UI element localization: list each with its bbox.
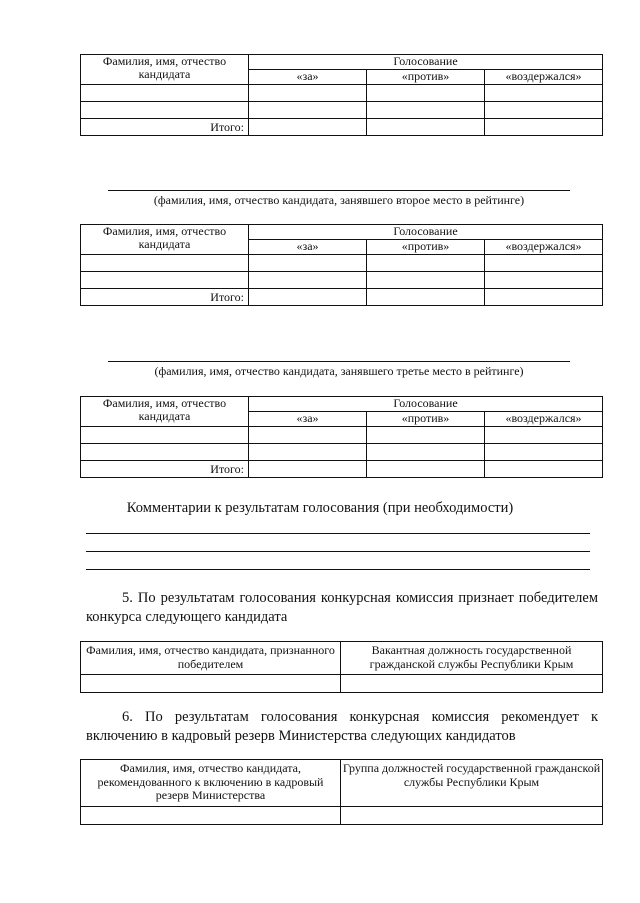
- table-cell[interactable]: [249, 444, 367, 461]
- table-row: [81, 444, 603, 461]
- candidate-name-header: Фамилия, имя, отчество кандидата: [81, 225, 249, 255]
- table-row: [81, 427, 603, 444]
- voting-table-1: [80, 54, 603, 136]
- table-cell[interactable]: [367, 85, 485, 102]
- table-cell[interactable]: [81, 85, 249, 102]
- voting-table-2: [80, 224, 603, 306]
- vote-abstain-header: «воздержался»: [485, 70, 603, 85]
- winner-name-header: Фамилия, имя, отчество кандидата, признанного победителем: [81, 642, 341, 675]
- table-cell[interactable]: [249, 427, 367, 444]
- table-cell[interactable]: [367, 427, 485, 444]
- table-cell[interactable]: [249, 255, 367, 272]
- table-cell[interactable]: [367, 444, 485, 461]
- table-row: [81, 102, 603, 119]
- table-cell[interactable]: [249, 289, 367, 306]
- reserve-candidate-header: Фамилия, имя, отчество кандидата, рекомендованного к включению в кадровый резерв Министерства: [81, 760, 341, 807]
- table-cell[interactable]: [485, 102, 603, 119]
- table-cell[interactable]: [367, 289, 485, 306]
- table-cell[interactable]: [367, 272, 485, 289]
- signature-line-second: [108, 190, 570, 191]
- table-cell[interactable]: [81, 444, 249, 461]
- table-row: [81, 85, 603, 102]
- signature-line-third: [108, 361, 570, 362]
- table-row: [81, 272, 603, 289]
- winner-table: [80, 641, 603, 693]
- total-row: [81, 119, 603, 136]
- table-cell[interactable]: [367, 255, 485, 272]
- table-cell[interactable]: [341, 807, 603, 825]
- vote-against-header: «против»: [367, 240, 485, 255]
- table-cell[interactable]: [485, 444, 603, 461]
- total-label: Итого:: [81, 119, 249, 136]
- table-cell[interactable]: [367, 119, 485, 136]
- vote-abstain-header: «воздержался»: [485, 240, 603, 255]
- vote-for-header: «за»: [249, 70, 367, 85]
- candidate-name-header: Фамилия, имя, отчество кандидата: [81, 55, 249, 85]
- vote-against-header: «против»: [367, 412, 485, 427]
- table-cell[interactable]: [81, 272, 249, 289]
- table-cell[interactable]: [367, 102, 485, 119]
- comments-title: Комментарии к результатам голосования (при необходимости): [126, 500, 514, 516]
- position-group-header: Группа должностей государственной гражданской службы Республики Крым: [341, 760, 603, 807]
- caption-third-place: (фамилия, имя, отчество кандидата, занявшего третье место в рейтинге): [154, 364, 524, 378]
- table-cell[interactable]: [81, 807, 341, 825]
- vote-abstain-header: «воздержался»: [485, 412, 603, 427]
- table-cell[interactable]: [367, 461, 485, 478]
- total-label: Итого:: [81, 461, 249, 478]
- voting-header: Голосование: [249, 225, 603, 240]
- candidate-name-header: Фамилия, имя, отчество кандидата: [81, 397, 249, 427]
- table-cell[interactable]: [485, 289, 603, 306]
- vote-for-header: «за»: [249, 412, 367, 427]
- vote-for-header: «за»: [249, 240, 367, 255]
- table-cell[interactable]: [81, 102, 249, 119]
- vote-against-header: «против»: [367, 70, 485, 85]
- comment-line[interactable]: [86, 533, 590, 534]
- table-cell[interactable]: [485, 119, 603, 136]
- table-cell[interactable]: [485, 255, 603, 272]
- table-cell[interactable]: [81, 675, 341, 693]
- table-cell[interactable]: [249, 272, 367, 289]
- table-cell[interactable]: [249, 102, 367, 119]
- voting-header: Голосование: [249, 55, 603, 70]
- table-cell[interactable]: [249, 461, 367, 478]
- table-cell[interactable]: [249, 85, 367, 102]
- table-cell[interactable]: [485, 85, 603, 102]
- table-cell[interactable]: [81, 427, 249, 444]
- section-5-text: 5. По результатам голосования конкурсная комиссия признает победителем конкурса следующего кандидата: [86, 590, 598, 625]
- total-row: [81, 461, 603, 478]
- comment-line[interactable]: [86, 569, 590, 570]
- total-row: [81, 289, 603, 306]
- total-label: Итого:: [81, 289, 249, 306]
- vacant-position-header: Вакантная должность государственной гражданской службы Республики Крым: [341, 642, 603, 675]
- table-cell[interactable]: [249, 119, 367, 136]
- table-row: [81, 255, 603, 272]
- comment-line[interactable]: [86, 551, 590, 552]
- reserve-table: [80, 759, 603, 825]
- caption-second-place: (фамилия, имя, отчество кандидата, занявшего второе место в рейтинге): [153, 193, 525, 207]
- table-cell[interactable]: [485, 272, 603, 289]
- table-cell[interactable]: [485, 461, 603, 478]
- section-6-text: 6. По результатам голосования конкурсная комиссия рекомендует к включению в кадровый резерв Министерства следующих кандидатов: [86, 709, 598, 744]
- voting-table-3: [80, 396, 603, 478]
- voting-header: Голосование: [249, 397, 603, 412]
- table-cell[interactable]: [341, 675, 603, 693]
- table-cell[interactable]: [485, 427, 603, 444]
- table-cell[interactable]: [81, 255, 249, 272]
